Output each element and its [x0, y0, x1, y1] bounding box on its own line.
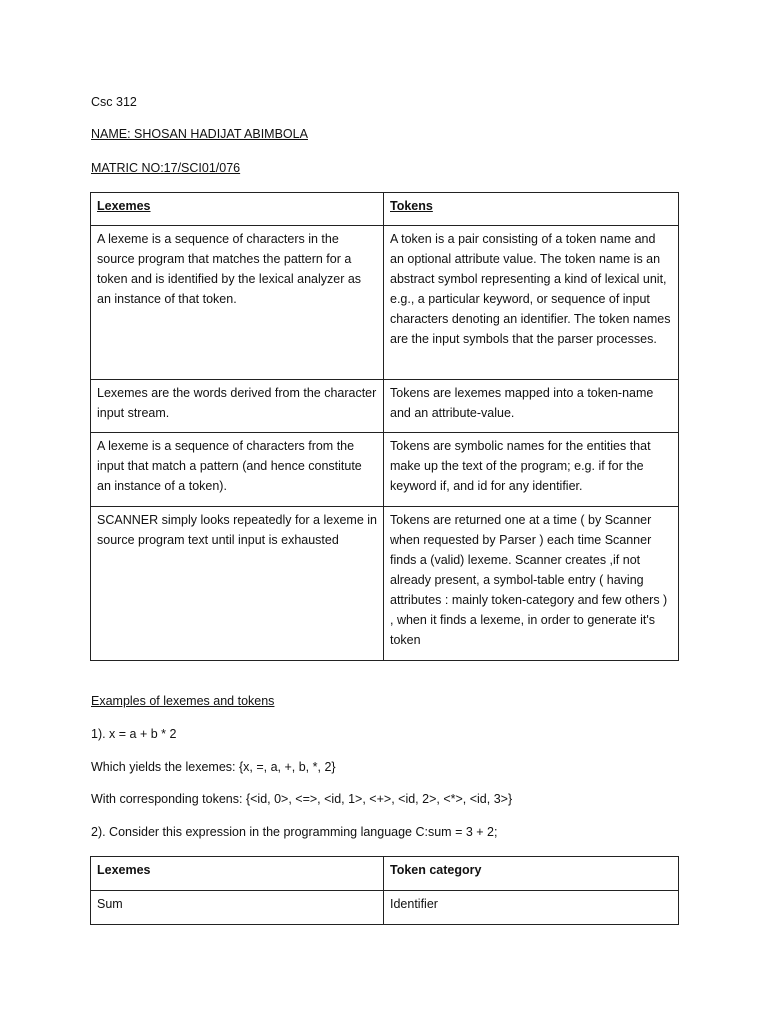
- token-cell: Tokens are returned one at a time ( by Scanner when requested by Parser ) each time Scanner finds a (valid) lexeme. Scanner creates ,if not already present, a symbol-table entry ( having attributes : mainly token-category and few others ) , when it finds a lexeme, in order to generate it's token: [384, 507, 679, 661]
- header-label: Lexemes: [97, 199, 151, 213]
- table-row: [91, 380, 679, 433]
- lexemes-result: Which yields the lexemes: {x, =, a, +, b, *, 2}: [91, 760, 336, 774]
- lexeme-cell: Lexemes are the words derived from the character input stream.: [91, 380, 384, 433]
- header-cell-lexemes: [91, 193, 384, 226]
- table-row: [91, 433, 679, 507]
- category-cell: Identifier: [384, 891, 679, 925]
- header-label: Tokens: [390, 199, 433, 213]
- lexemes-tokens-table: [90, 192, 679, 661]
- token-cell: Tokens are symbolic names for the entities that make up the text of the program; e.g. if for the keyword if, and id for any identifier.: [384, 433, 679, 507]
- header-cell-tokens: [384, 193, 679, 226]
- table-row: [91, 507, 679, 661]
- header-cell-token-category: Token category: [384, 857, 679, 891]
- table-row: [91, 226, 679, 380]
- examples-heading: Examples of lexemes and tokens: [91, 694, 275, 708]
- table-row: [91, 891, 679, 925]
- student-name: NAME: SHOSAN HADIJAT ABIMBOLA: [91, 127, 308, 141]
- course-code: Csc 312: [91, 95, 137, 109]
- table-header-row: [91, 857, 679, 891]
- table-header-row: [91, 193, 679, 226]
- token-cell: Tokens are lexemes mapped into a token-name and an attribute-value.: [384, 380, 679, 433]
- lexeme-cell: SCANNER simply looks repeatedly for a lexeme in source program text until input is exhausted: [91, 507, 384, 661]
- matric-number: MATRIC NO:17/SCI01/076: [91, 161, 241, 175]
- header-cell-lexemes: Lexemes: [91, 857, 384, 891]
- example-1: 1). x = a + b * 2: [91, 727, 177, 741]
- example-2: 2). Consider this expression in the programming language C:sum = 3 + 2;: [91, 825, 498, 839]
- tokens-result: With corresponding tokens: {<id, 0>, <=>, <id, 1>, <+>, <id, 2>, <*>, <id, 3>}: [91, 792, 513, 806]
- token-category-table: [90, 856, 679, 925]
- lexeme-cell: A lexeme is a sequence of characters in the source program that matches the pattern for a token and is identified by the lexical analyzer as an instance of that token.: [91, 226, 384, 380]
- lexeme-cell: A lexeme is a sequence of characters from the input that match a pattern (and hence constitute an instance of a token).: [91, 433, 384, 507]
- lexeme-cell: Sum: [91, 891, 384, 925]
- token-cell: A token is a pair consisting of a token name and an optional attribute value. The token name is an abstract symbol representing a kind of lexical unit, e.g., a particular keyword, or sequence of input characters denoting an identifier. The token names are the input symbols that the parser processes.: [384, 226, 679, 380]
